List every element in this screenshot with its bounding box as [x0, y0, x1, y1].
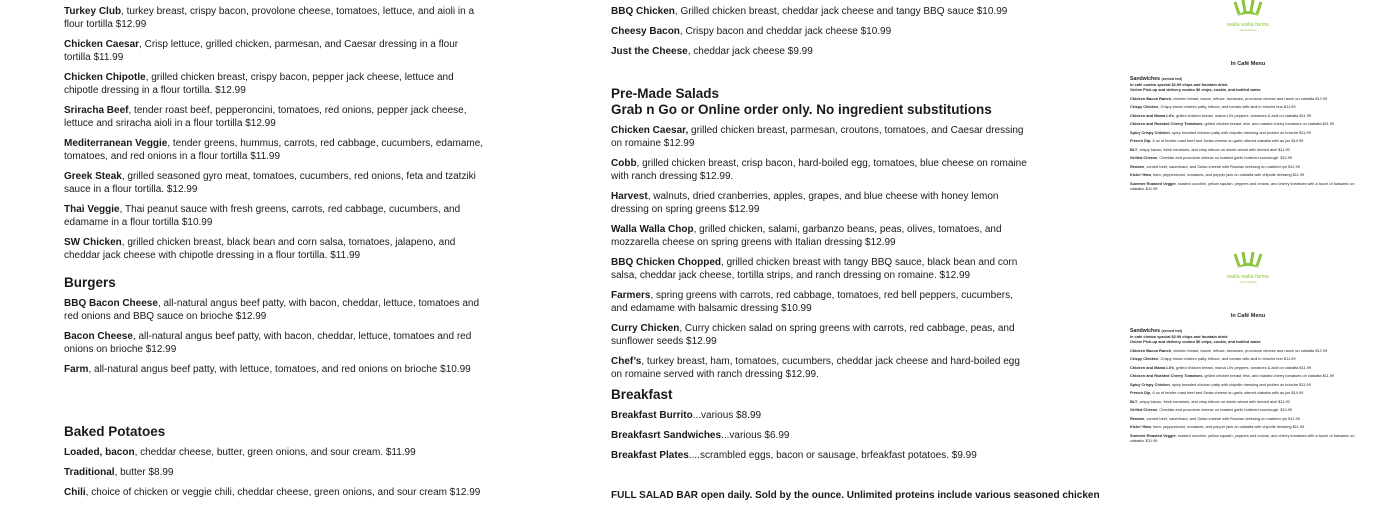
thumbnail-item-name: Chicken Bacon Ranch [1130, 347, 1172, 353]
menu-item [611, 5, 1031, 18]
walla-walla-farms-logo [1223, 0, 1273, 48]
thumbnail-section-note: (served hot) [1161, 329, 1183, 333]
menu-item-desc: , choice of chicken or veggie chili, cheddar cheese, green onions, and sour cream $12.99 [85, 487, 481, 498]
thumbnail-item-desc: , grilled chicken breast, feta, and roasted cherry tomatoes on ciabatta $11.99 [1202, 373, 1335, 378]
menu-item [64, 466, 504, 479]
thumbnail-title: In Café Menu [1230, 61, 1266, 67]
svg-text:walla walla farms: walla walla farms [1227, 22, 1269, 28]
thumbnail-item [1130, 365, 1355, 370]
menu-item-desc: , Thai peanut sauce with fresh greens, carrots, red cabbage, cucumbers, and edamame in a flour tortilla $10.99 [64, 204, 461, 228]
thumbnail-item-desc: , crispy bacon, fresh tomatoes, and crisp lettuce on whole wheat with herbed aioli $11.99 [1137, 146, 1290, 152]
menu-item-name: SW Chicken [64, 237, 122, 248]
thumbnail-item-name: Chicken and Roasted Cherry Tomatoes [1130, 121, 1203, 126]
thumbnail-item [1130, 172, 1355, 177]
menu-item-desc: , tender greens, hummus, carrots, red cabbage, cucumbers, edamame, tomatoes, and red onions in a flour tortilla $11.99 [64, 138, 484, 162]
burgers-section [64, 275, 484, 383]
menu-item [611, 449, 1031, 462]
menu-item-desc: ...various $8.99 [692, 410, 762, 421]
thumbnail-item-desc: , Crispy bread chicken patty, lettuce, and tomato with aioli in brioche bun $11.99 [1158, 104, 1296, 109]
menu-item-desc: , all-natural angus beef patty, with lettuce, tomatoes, and red onions on brioche $10.99 [88, 364, 471, 375]
menu-item-desc: , grilled chicken breast, crispy bacon, pepper jack cheese, lettuce and chipotle dressing in a flour tortilla. $12.99 [64, 72, 454, 96]
menu-item-name: Chef’s [611, 356, 642, 367]
thumbnail-item-name: Crispy Chicken [1130, 356, 1159, 361]
thumbnail-item [1130, 424, 1355, 429]
menu-item-desc: , turkey breast, ham, tomatoes, cucumbers, cheddar jack cheese and hard-boiled egg on romaine served with ranch dressing $12.99. [611, 356, 1020, 380]
thumbnail-item-desc: , corned beef, sauerkraut, and Swiss cheese with Russian dressing on marbled rye $12.99 [1144, 415, 1300, 421]
menu-item-name: Farmers [611, 290, 651, 301]
combo-line: In café combo special $2.99 chips and fountain drink [1130, 334, 1228, 339]
thumbnail-item-name: BLT [1130, 398, 1138, 404]
thumbnail-item-name: Chicken and Mama Lil’s [1130, 112, 1174, 118]
svg-text:café & catering: café & catering [1239, 29, 1257, 32]
thumbnail-item-name: Grilled Cheese [1130, 407, 1158, 412]
menu-item [64, 297, 484, 323]
thumbnail-section-note: (served hot) [1161, 77, 1183, 81]
menu-item-name: Greek Steak [64, 171, 122, 182]
menu-item-desc: , Crisp lettuce, grilled chicken, parmesan, and Caesar dressing in a flour tortilla $11.99 [64, 39, 459, 63]
thumbnail-item-desc: , chicken breast, bacon, lettuce, tomatoes, provolone cheese and ranch on ciabatta $12.99 [1171, 347, 1328, 353]
thumbnail-item-desc: , ham, pepperoncini, tomatoes, and pepper jack on ciabatta with chipotle dressing $11.99 [1150, 424, 1305, 429]
thumbnail-item-name: Grilled Cheese [1130, 155, 1158, 160]
thumbnail-item-desc: , Cheddar and provolone cheese on toasted garlic buttered sourdough. $10.99 [1157, 155, 1293, 160]
thumbnail-body [1130, 76, 1355, 191]
thumbnail-item-desc: , 6 oz of tender roast beef and Swiss cheese on garlic uttered ciabatta with au jus $14.99 [1150, 138, 1304, 143]
menu-item [64, 363, 484, 376]
thumbnail-item [1130, 416, 1355, 421]
thumbnail-item-desc: , roasted zucchini, yellow squash, peppers and onions, and cherry tomatoes with a touch of balsamic on ciabatta. $11.99 [1130, 180, 1355, 191]
thumbnail-item-name: Chicken Bacon Ranch [1130, 95, 1172, 101]
menu-item [611, 289, 1031, 315]
combo-line: In café combo special $2.99 chips and fountain drink [1130, 82, 1228, 87]
menu-item-desc: , butter $8.99 [114, 467, 174, 478]
menu-item-name: Cobb [611, 158, 637, 169]
menu-item [611, 190, 1031, 216]
thumbnail-item-name: French Dip [1130, 390, 1151, 395]
menu-item-desc: ...various $6.99 [721, 430, 790, 441]
thumbnail-item-desc: , grilled chicken breast, feta, and roasted cherry tomatoes on ciabatta $11.99 [1202, 121, 1335, 126]
thumbnail-item-name: Spicy Crispy Chicken [1130, 381, 1170, 387]
menu-item-desc: , turkey breast, crispy bacon, provolone cheese, tomatoes, lettuce, and aioli in a flour tortilla $12.99 [64, 6, 475, 30]
menu-item-desc: , Crispy bacon and cheddar jack cheese $10.99 [679, 26, 892, 37]
salads-list [611, 124, 1031, 381]
menu-item [64, 137, 484, 163]
menu-item [611, 25, 1031, 38]
menu-item [64, 71, 484, 97]
menu-item-desc: , tender roast beef, pepperoncini, tomatoes, red onions, pepper jack cheese, lettuce and sriracha aioli in a flour tortilla $12.99 [64, 105, 467, 129]
menu-item-name: Chicken Chipotle [64, 72, 146, 83]
menu-item [64, 38, 484, 64]
salads-section [611, 86, 1100, 502]
thumbnail-item-name: Crispy Chicken [1130, 104, 1159, 109]
menu-item [64, 330, 484, 356]
potatoes-heading: Baked Potatoes [64, 424, 166, 439]
menu-item-name: Chicken Caesar, [611, 125, 689, 136]
thumbnail-item-name: Kickn’ Ham [1130, 172, 1151, 177]
menu-item-name: Farm [64, 364, 89, 375]
thumbnail-body [1130, 328, 1355, 443]
thumbnail-item [1130, 155, 1355, 160]
menu-item-desc: , grilled chicken breast with tangy BBQ sauce, black bean and corn salsa, cheddar jack cheese, tortilla strips, and ranch dressing on romaine. $12.99 [611, 257, 1018, 281]
thumbnail-item [1130, 356, 1355, 361]
menu-item-desc: , cheddar jack cheese $9.99 [687, 46, 813, 57]
thumbnail-item-name: Spicy Crispy Chicken [1130, 129, 1170, 135]
thumbnail-item-name: Summer Roasted Veggie [1130, 180, 1176, 186]
menu-item-name: Harvest [611, 191, 648, 202]
menu-item [611, 124, 1031, 150]
menu-item-desc: , Curry chicken salad on spring greens with carrots, red cabbage, peas, and sunflower seeds $12.99 [611, 323, 1015, 347]
menu-item-name: Turkey Club [64, 6, 122, 17]
breakfast-list [611, 409, 1031, 462]
thumbnail-item [1130, 399, 1355, 404]
menu-item [611, 223, 1031, 249]
menu-item-name: Chili [64, 487, 86, 498]
thumbnail-item [1130, 96, 1355, 101]
thumbnail-item [1130, 390, 1355, 395]
thumbnail-item-desc: , crispy bacon, fresh tomatoes, and crisp lettuce on whole wheat with herbed aioli $11.99 [1137, 398, 1290, 404]
quesadilla-column [611, 5, 1031, 65]
menu-item-name: Breakfast Burrito [611, 410, 693, 421]
thumbnail-section: Sandwiches [1130, 328, 1160, 334]
menu-item-name: Sriracha Beef [64, 105, 129, 116]
menu-item-name: Loaded, bacon [64, 447, 135, 458]
thumbnail-item-desc: , grilled chicken breast, mama Lil’s peppers, tomatoes & aioli on ciabatta $11.99 [1173, 112, 1312, 118]
menu-item-name: Curry Chicken [611, 323, 680, 334]
menu-item-desc: , grilled chicken, salami, garbanzo beans, peas, olives, tomatoes, and mozzarella cheese on spring greens with Italian dressing $12.99 [611, 224, 1002, 248]
thumbnail-item [1130, 348, 1355, 353]
wraps-column [64, 5, 484, 269]
menu-item-desc: , spring greens with carrots, red cabbage, tomatoes, red bell peppers, cucumbers, and edamame with balsamic dressing $10.99 [611, 290, 1013, 314]
thumbnail-item-name: French Dip [1130, 138, 1151, 143]
menu-item-desc: , walnuts, dried cranberries, apples, grapes, and blue cheese with honey lemon dressing on spring greens $12.99 [611, 191, 999, 215]
thumbnail-item [1130, 138, 1355, 143]
menu-thumbnail-1[interactable] [1128, 0, 1368, 248]
menu-item [64, 203, 484, 229]
thumbnail-item-desc: , 6 oz of tender roast beef and Swiss cheese on garlic uttered ciabatta with au jus $14.99 [1150, 390, 1304, 395]
thumbnail-item [1130, 433, 1355, 443]
menu-item-desc: , grilled chicken breast, black bean and corn salsa, tomatoes, jalapeno, and cheddar jack cheese with chipotle dressing in a flour tortilla. $11.99 [64, 237, 456, 261]
menu-item-name: Bacon Cheese [64, 331, 133, 342]
burgers-list [64, 297, 484, 376]
menu-item-desc: ....scrambled eggs, bacon or sausage, brfeakfast potatoes. $9.99 [688, 450, 977, 461]
thumbnail-item [1130, 382, 1355, 387]
menu-item-desc: grilled chicken breast, parmesan, croutons, tomatoes, and Caesar dressing on romaine $12.99 [611, 125, 1024, 149]
menu-item [611, 157, 1031, 183]
thumbnail-item [1130, 181, 1355, 191]
menu-item-name: BBQ Chicken [611, 6, 675, 17]
thumbnail-title: In Café Menu [1230, 313, 1266, 319]
thumbnail-item-desc: , ham, pepperoncini, tomatoes, and pepper jack on ciabatta with chipotle dressing $11.99 [1150, 172, 1305, 177]
menu-item-name: Cheesy Bacon [611, 26, 680, 37]
menu-item [64, 236, 484, 262]
thumbnail-item-desc: , grilled chicken breast, mama Lil’s peppers, tomatoes & aioli on ciabatta $11.99 [1173, 364, 1312, 370]
thumbnail-item-name: Chicken and Mama Lil’s [1130, 364, 1174, 370]
thumbnail-item [1130, 147, 1355, 152]
menu-item [611, 409, 1031, 422]
thumbnail-item [1130, 130, 1355, 135]
thumbnail-item-name: Reuben [1130, 163, 1145, 169]
menu-item-name: Chicken Caesar [64, 39, 140, 50]
thumbnail-item-name: Summer Roasted Veggie [1130, 432, 1176, 438]
thumbnail-item [1130, 407, 1355, 412]
thumbnail-item [1130, 164, 1355, 169]
thumbnail-section: Sandwiches [1130, 76, 1160, 82]
thumbnail-item-desc: , spicy breaded chicken patty with chipotle dressing and pickles on brioche $11.99 [1169, 129, 1311, 135]
thumbnail-item-desc: , Cheddar and provolone cheese on toasted garlic buttered sourdough. $10.99 [1157, 407, 1293, 412]
menu-item-desc: , all-natural angus beef patty, with bacon, cheddar, lettuce, tomatoes and red onions and BBQ sauce on brioche $12.99 [64, 298, 480, 322]
menu-item-name: Traditional [64, 467, 115, 478]
salads-subheading: Grab n Go or Online order only. No ingredient substitutions [611, 102, 992, 117]
menu-item-desc: , grilled seasoned gyro meat, tomatoes, cucumbers, red onions, feta and tzatziki sauce in a flour tortilla. $12.99 [64, 171, 476, 195]
thumbnail-item [1130, 373, 1355, 378]
menu-item-desc: , all-natural angus beef patty, with bacon, cheddar, lettuce, tomatoes and red onions on brioche $12.99 [64, 331, 472, 355]
menu-item [64, 170, 484, 196]
menu-item [611, 429, 1031, 442]
thumbnail-item [1130, 113, 1355, 118]
breakfast-heading: Breakfast [611, 387, 673, 402]
menu-item [64, 5, 484, 31]
menu-item [64, 446, 504, 459]
thumbnail-item-name: BLT [1130, 146, 1138, 152]
thumbnail-item-desc: , spicy breaded chicken patty with chipotle dressing and pickles on brioche $11.99 [1169, 381, 1311, 387]
svg-text:walla walla farms: walla walla farms [1227, 274, 1269, 280]
menu-item-name: Walla Walla Chop [611, 224, 694, 235]
thumbnail-item-name: Reuben [1130, 415, 1145, 421]
salad-bar-note: FULL SALAD BAR open daily. Sold by the ounce. Unlimited proteins include various seasoned chicken [611, 490, 1100, 501]
quesadilla-list [611, 5, 1031, 58]
thumbnail-item-desc: , Crispy bread chicken patty, lettuce, and tomato with aioli in brioche bun $11.99 [1158, 356, 1296, 361]
menu-item-name: Mediterranean Veggie [64, 138, 168, 149]
menu-thumbnail-2[interactable] [1128, 252, 1368, 500]
salads-heading: Pre-Made Salads [611, 86, 720, 101]
menu-item [611, 256, 1031, 282]
menu-item-desc: , grilled chicken breast, crisp bacon, hard-boiled egg, tomatoes, blue cheese on romaine with ranch dressing $12.99. [611, 158, 1027, 182]
menu-item-name: Just the Cheese [611, 46, 688, 57]
thumbnail-item-desc: , corned beef, sauerkraut, and Swiss cheese with Russian dressing on marbled rye $12.99 [1144, 163, 1300, 169]
menu-item [64, 486, 504, 499]
thumbnail-item [1130, 104, 1355, 109]
menu-item [611, 355, 1031, 381]
walla-walla-farms-logo [1223, 252, 1273, 300]
potatoes-list [64, 446, 504, 499]
wraps-list [64, 5, 484, 262]
menu-item-name: Thai Veggie [64, 204, 120, 215]
potatoes-section [64, 424, 504, 506]
menu-item-desc: , cheddar cheese, butter, green onions, and sour cream. $11.99 [134, 447, 416, 458]
menu-item-desc: , Grilled chicken breast, cheddar jack cheese and tangy BBQ sauce $10.99 [674, 6, 1008, 17]
thumbnail-item-name: Chicken and Roasted Cherry Tomatoes [1130, 373, 1203, 378]
combo-line: Online Pick-up and delivery combo $6 chips, cookie, and bottled water. [1130, 87, 1262, 92]
menu-item-name: Breakfast Plates [611, 450, 689, 461]
thumbnail-item-desc: , roasted zucchini, yellow squash, peppers and onions, and cherry tomatoes with a touch of balsamic on ciabatta. $11.99 [1130, 432, 1355, 443]
menu-item-name: BBQ Chicken Chopped [611, 257, 722, 268]
svg-text:café & catering: café & catering [1239, 281, 1257, 284]
thumbnail-item [1130, 121, 1355, 126]
menu-item-name: BBQ Bacon Cheese [64, 298, 158, 309]
menu-item [611, 45, 1031, 58]
combo-line: Online Pick-up and delivery combo $6 chips, cookie, and bottled water. [1130, 339, 1262, 344]
menu-item [611, 322, 1031, 348]
thumbnail-item-desc: , chicken breast, bacon, lettuce, tomatoes, provolone cheese and ranch on ciabatta $12.99 [1171, 95, 1328, 101]
menu-item-name: Breakfasrt Sandwiches [611, 430, 722, 441]
thumbnail-item-name: Kickn’ Ham [1130, 424, 1151, 429]
burgers-heading: Burgers [64, 275, 116, 290]
menu-item [64, 104, 484, 130]
